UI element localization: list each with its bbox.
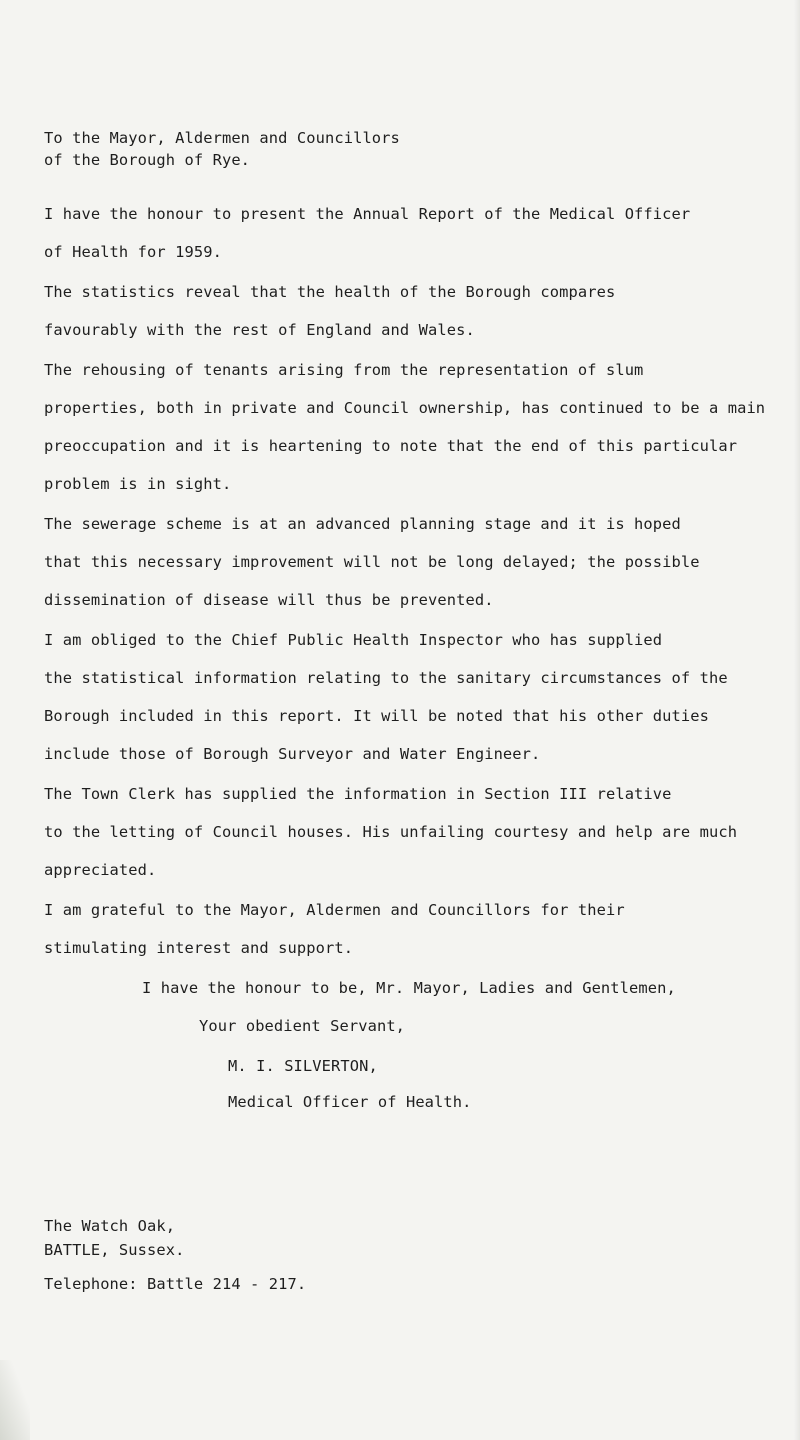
signature-title: Medical Officer of Health. <box>228 1093 472 1111</box>
paragraph-line: include those of Borough Surveyor and Water Engineer. <box>44 745 541 763</box>
page-edge-shadow <box>794 0 800 1440</box>
paragraph-line: appreciated. <box>44 861 157 879</box>
paragraph-line: The sewerage scheme is at an advanced planning stage and it is hoped <box>44 515 681 533</box>
paragraph-line: properties, both in private and Council ownership, has continued to be a main <box>44 399 766 417</box>
paragraph-line: I am grateful to the Mayor, Aldermen and Councillors for their <box>44 901 625 919</box>
paragraph-line: of Health for 1959. <box>44 243 222 261</box>
paragraph-line: preoccupation and it is heartening to note that the end of this particular <box>44 437 738 455</box>
paragraph-line: I have the honour to present the Annual Report of the Medical Officer <box>44 205 691 223</box>
address-line: of the Borough of Rye. <box>44 151 251 169</box>
address-line: To the Mayor, Aldermen and Councillors <box>44 129 400 147</box>
paragraph-line: I am obliged to the Chief Public Health Inspector who has supplied <box>44 631 663 649</box>
closing-line: Your obedient Servant, <box>199 1017 406 1035</box>
paragraph-line: The rehousing of tenants arising from the representation of slum <box>44 361 644 379</box>
paragraph-line: that this necessary improvement will not be long delayed; the possible <box>44 553 700 571</box>
closing-line: I have the honour to be, Mr. Mayor, Ladies and Gentlemen, <box>142 979 676 997</box>
paragraph-line: Borough included in this report. It will be noted that his other duties <box>44 707 709 725</box>
signature-name: M. I. SILVERTON, <box>228 1057 378 1075</box>
paragraph-line: problem is in sight. <box>44 475 232 493</box>
sender-address-line: The Watch Oak, <box>44 1217 176 1235</box>
paragraph-line: stimulating interest and support. <box>44 939 354 957</box>
page-corner-stain <box>0 1360 30 1440</box>
paragraph-line: The statistics reveal that the health of the Borough compares <box>44 283 616 301</box>
telephone-line: Telephone: Battle 214 - 217. <box>44 1275 307 1293</box>
paragraph-line: The Town Clerk has supplied the information in Section III relative <box>44 785 672 803</box>
paragraph-line: to the letting of Council houses. His unfailing courtesy and help are much <box>44 823 738 841</box>
paragraph-line: favourably with the rest of England and Wales. <box>44 321 475 339</box>
paragraph-line: the statistical information relating to the sanitary circumstances of the <box>44 669 728 687</box>
paragraph-line: dissemination of disease will thus be prevented. <box>44 591 494 609</box>
sender-address-line: BATTLE, Sussex. <box>44 1241 185 1259</box>
